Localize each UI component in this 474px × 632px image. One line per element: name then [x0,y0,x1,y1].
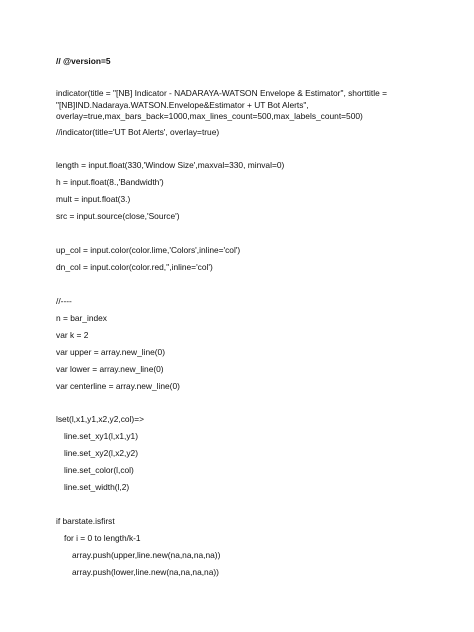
push-lower-line: array.push(lower,line.new(na,na,na,na)) [72,567,219,577]
up-col-line: up_col = input.color(color.lime,'Colors',inline='col') [56,245,241,255]
separator-comment-line: //---- [56,296,72,306]
indicator-line-2: "[NB]IND.Nadaraya.WATSON.Envelope&Estimator + UT Bot Alerts", [56,100,309,110]
indicator-line-1: indicator(title = "[NB] Indicator - NADARAYA-WATSON Envelope & Estimator", shorttitle = [56,88,387,98]
var-lower-line: var lower = array.new_line(0) [56,364,164,374]
input-h-line: h = input.float(8.,'Bandwidth') [56,177,164,187]
lset-set-color-line: line.set_color(l,col) [64,465,134,475]
input-src-line: src = input.source(close,'Source') [56,211,180,221]
indicator-comment-line: //indicator(title='UT Bot Alerts', overlay=true) [56,127,220,137]
indicator-line-3: overlay=true,max_bars_back=1000,max_lines_count=500,max_labels_count=500) [56,111,363,121]
lset-definition-line: lset(l,x1,y1,x2,y2,col)=> [56,414,144,424]
lset-set-width-line: line.set_width(l,2) [64,482,130,492]
for-loop-line: for i = 0 to length/k-1 [64,533,141,543]
version-line: // @version=5 [56,56,111,66]
dn-col-line: dn_col = input.color(color.red,'',inline='col') [56,262,213,272]
lset-set-xy1-line: line.set_xy1(l,x1,y1) [64,431,139,441]
var-n-line: n = bar_index [56,313,107,323]
if-isfirst-line: if barstate.isfirst [56,516,115,526]
var-centerline-line: var centerline = array.new_line(0) [56,381,180,391]
var-k-line: var k = 2 [56,330,89,340]
push-upper-line: array.push(upper,line.new(na,na,na,na)) [72,550,221,560]
var-upper-line: var upper = array.new_line(0) [56,347,166,357]
input-mult-line: mult = input.float(3.) [56,194,131,204]
lset-set-xy2-line: line.set_xy2(l,x2,y2) [64,448,139,458]
input-length-line: length = input.float(330,'Window Size',maxval=330, minval=0) [56,160,285,170]
